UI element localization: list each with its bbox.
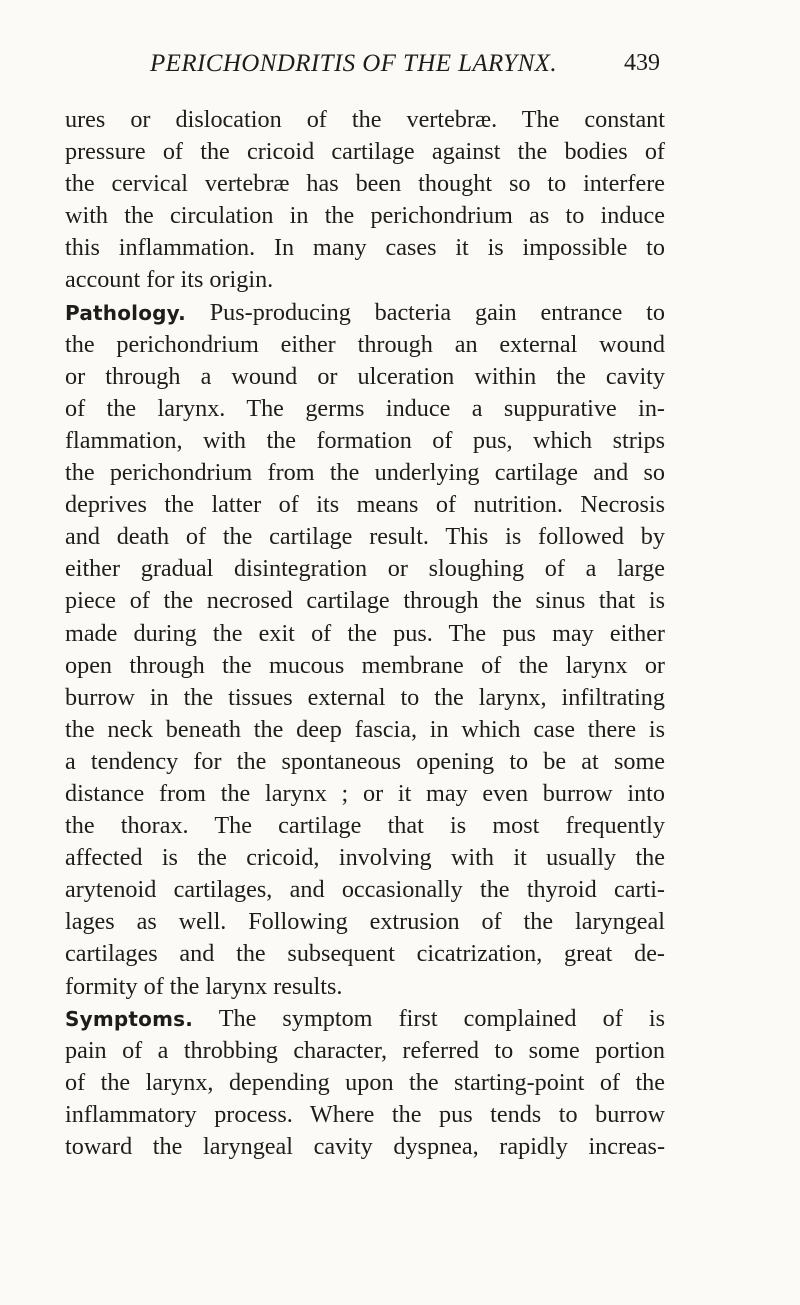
text-line: arytenoid cartilages, and occasionally the thyroid carti- bbox=[65, 876, 665, 904]
text-line: with the circulation in the perichondrium as to induce bbox=[65, 202, 665, 230]
text-line: ures or dislocation of the vertebræ. The constant bbox=[65, 106, 665, 133]
text-line: the neck beneath the deep fascia, in which case there is bbox=[65, 715, 665, 743]
text-line: flammation, with the formation of pus, which strips bbox=[65, 426, 665, 454]
text-line: open through the mucous membrane of the larynx or bbox=[65, 651, 665, 679]
text-line: affected is the cricoid, involving with it usually the bbox=[65, 844, 665, 872]
text-line: either gradual disintegration or sloughing of a large bbox=[65, 555, 665, 583]
text-line: of the larynx, depending upon the starting-point of the bbox=[65, 1068, 665, 1096]
text-line: pain of a throbbing character, referred to some portion bbox=[65, 1036, 665, 1064]
text-line: the perichondrium either through an external wound bbox=[65, 330, 665, 358]
running-title: PERICHONDRITIS OF THE LARYNX. bbox=[150, 50, 557, 77]
body-text bbox=[65, 104, 665, 1163]
text-line: or through a wound or ulceration within the cavity bbox=[65, 362, 665, 390]
text-line: this inflammation. In many cases it is impossible to bbox=[65, 234, 665, 262]
text-line: deprives the latter of its means of nutrition. Necrosis bbox=[65, 491, 665, 519]
text-line: burrow in the tissues external to the larynx, infiltrating bbox=[65, 683, 665, 711]
text-line: of the larynx. The germs induce a suppurative in- bbox=[65, 394, 665, 422]
text-line: lages as well. Following extrusion of the laryngeal bbox=[65, 908, 665, 936]
section-heading-symptoms: Symptoms. bbox=[65, 1006, 194, 1031]
section-heading-pathology: Pathology. bbox=[65, 300, 186, 325]
text-line: account for its origin. bbox=[65, 266, 274, 294]
paragraph-first-line bbox=[65, 1003, 665, 1035]
text-line: distance from the larynx ; or it may even burrow into bbox=[65, 779, 665, 807]
text-line: formity of the larynx results. bbox=[65, 972, 343, 1000]
text-run: Pus-producing bacteria gain entrance to bbox=[185, 298, 665, 326]
text-run: The symptom first complained of is bbox=[193, 1004, 665, 1032]
running-head bbox=[150, 50, 660, 90]
text-line: toward the laryngeal cavity dyspnea, rapidly increas- bbox=[65, 1133, 665, 1160]
text-line: cartilages and the subsequent cicatrization, great de- bbox=[65, 940, 665, 968]
page-number: 439 bbox=[624, 50, 660, 76]
text-line: a tendency for the spontaneous opening to be at some bbox=[65, 747, 665, 775]
paragraph-first-line bbox=[65, 297, 665, 329]
text-line: pressure of the cricoid cartilage against the bodies of bbox=[65, 138, 665, 166]
text-line: made during the exit of the pus. The pus may either bbox=[65, 619, 665, 647]
text-line: the thorax. The cartilage that is most frequently bbox=[65, 812, 665, 840]
text-line: the cervical vertebræ has been thought so to interfere bbox=[65, 170, 665, 198]
text-line: inflammatory process. Where the pus tends to burrow bbox=[65, 1100, 665, 1128]
text-line: piece of the necrosed cartilage through the sinus that is bbox=[65, 587, 665, 615]
text-line: the perichondrium from the underlying cartilage and so bbox=[65, 459, 665, 487]
text-line: and death of the cartilage result. This is followed by bbox=[65, 523, 665, 551]
